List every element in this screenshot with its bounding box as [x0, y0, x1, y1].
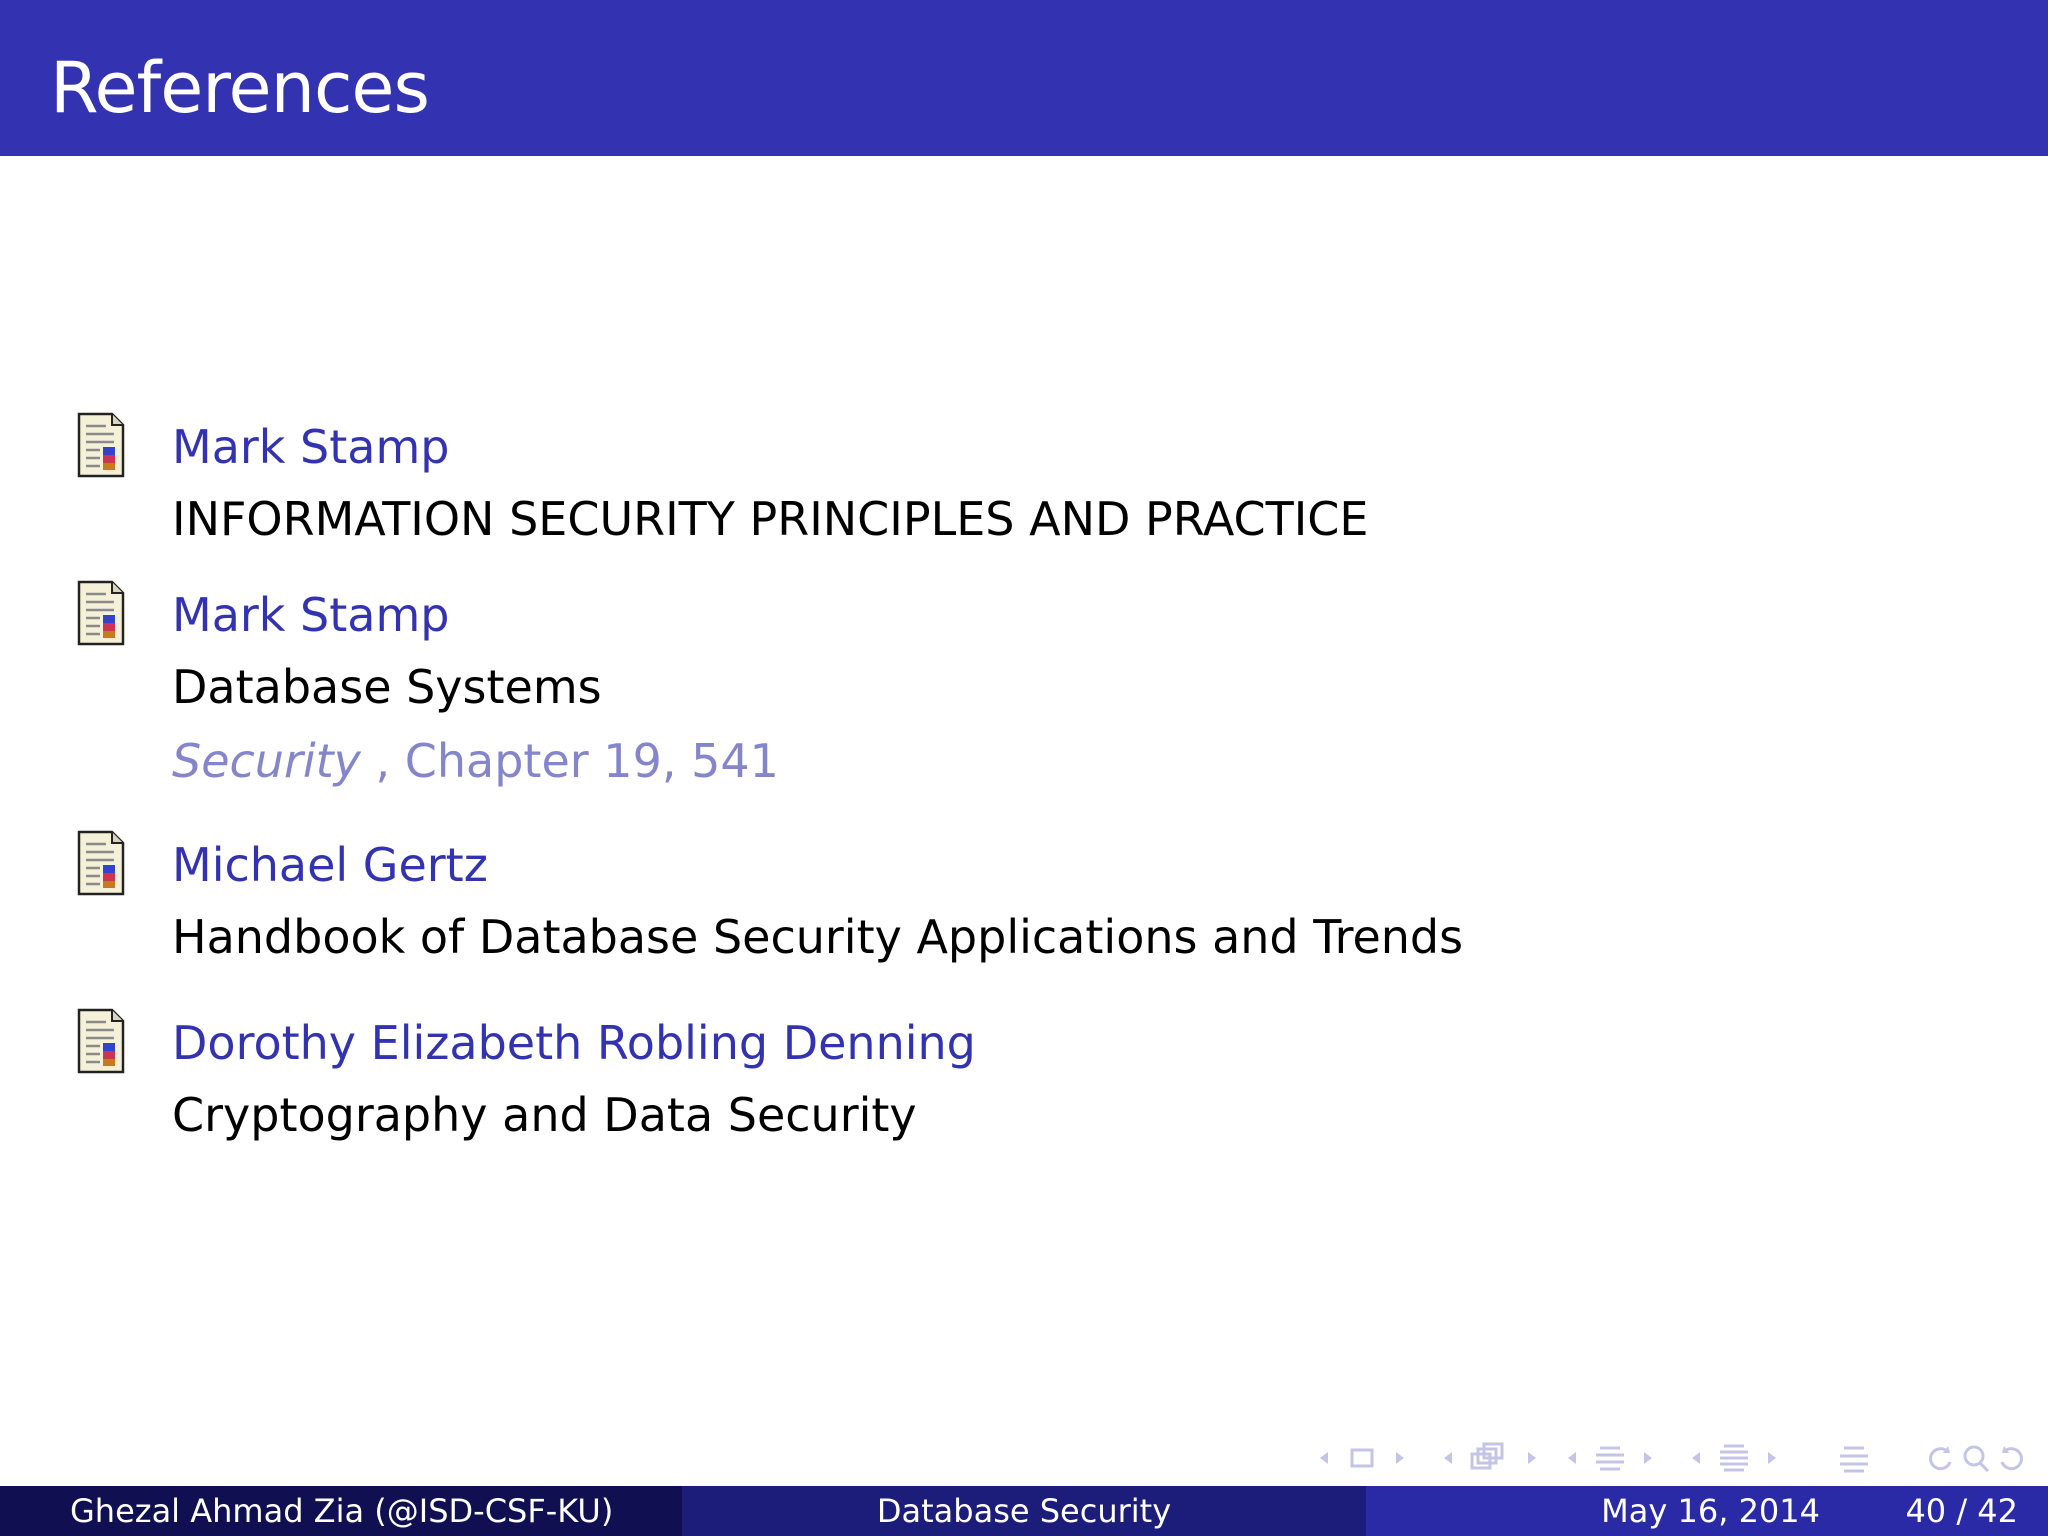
page-number: 40 / 42 — [1905, 1492, 2018, 1530]
frame-title: References — [50, 47, 429, 129]
reference-title: Cryptography and Data Security — [172, 1088, 917, 1142]
nav-frame-icon[interactable] — [1312, 1440, 1412, 1476]
footer-short-title: Database Security — [876, 1492, 1172, 1530]
nav-outline-icon[interactable] — [1836, 1440, 1872, 1476]
nav-search-icon[interactable] — [1922, 1440, 2030, 1476]
reference-author: Mark Stamp — [172, 588, 450, 642]
footer-date-box — [1366, 1486, 2048, 1536]
reference-note-italic: Security — [172, 734, 361, 788]
reference-title: Database Systems — [172, 660, 602, 714]
footer-title-box — [682, 1486, 1366, 1536]
frame-title-bar — [0, 0, 2048, 156]
footer-author-box — [0, 1486, 682, 1536]
nav-subsection-icon[interactable] — [1436, 1440, 1544, 1476]
reference-author: Dorothy Elizabeth Robling Denning — [172, 1016, 976, 1070]
book-icon — [76, 830, 126, 896]
footer-author: Ghezal Ahmad Zia (@ISD-CSF-KU) — [70, 1492, 614, 1530]
book-icon — [76, 580, 126, 646]
reference-note-rest: , Chapter 19, 541 — [360, 734, 779, 788]
reference-note — [172, 732, 779, 790]
reference-author: Michael Gertz — [172, 838, 488, 892]
footer-date: May 16, 2014 — [1601, 1492, 1820, 1530]
book-icon — [76, 1008, 126, 1074]
reference-title: Handbook of Database Security Applications and Trends — [172, 910, 1464, 964]
footer — [0, 1486, 2048, 1536]
nav-section-icon[interactable] — [1560, 1440, 1660, 1476]
reference-title: INFORMATION SECURITY PRINCIPLES AND PRACTICE — [172, 492, 1369, 546]
book-icon — [76, 412, 126, 478]
reference-author: Mark Stamp — [172, 420, 450, 474]
nav-document-icon[interactable] — [1684, 1440, 1784, 1476]
